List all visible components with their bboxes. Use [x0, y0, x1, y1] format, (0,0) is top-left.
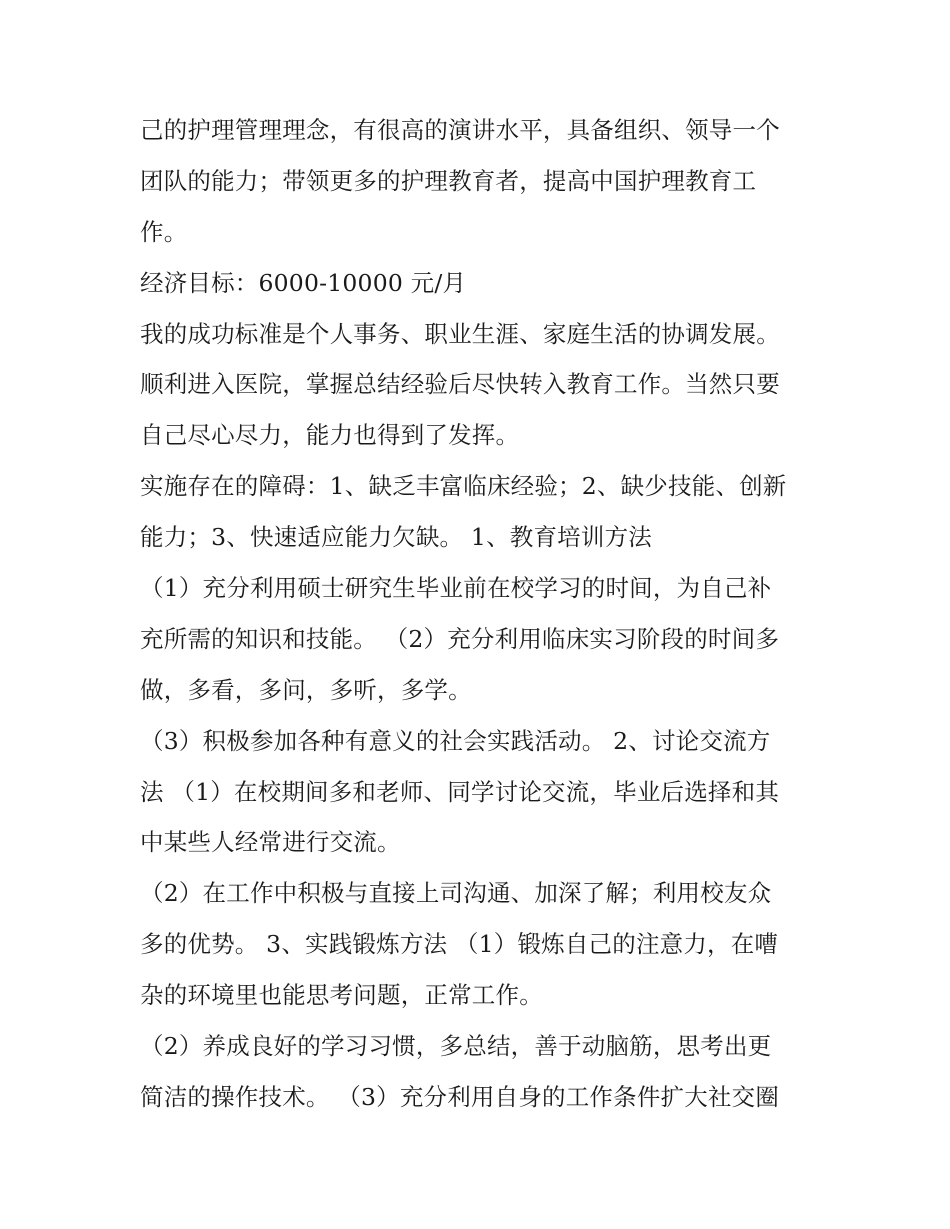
text-line: （2）养成良好的学习习惯，多总结，善于动脑筋，思考出更 [140, 1032, 772, 1061]
text-line: 顺利进入医院，掌握总结经验后尽快转入教育工作。当然只要 [140, 370, 780, 399]
document-body [140, 111, 820, 1129]
text-line: 作。 [140, 217, 188, 246]
text-line: （3）积极参加各种有意义的社会实践活动。 2、讨论交流方 [140, 726, 771, 755]
text-line: 简洁的操作技术。 （3）充分利用自身的工作条件扩大社交圈 [140, 1082, 780, 1111]
text-line: 能力；3、快速适应能力欠缺。 1、教育培训方法 [140, 523, 652, 552]
text-line: （2）在工作中积极与直接上司沟通、加深了解；利用校友众 [140, 879, 772, 908]
text-line: 杂的环境里也能思考问题，正常工作。 [140, 981, 543, 1010]
text-line: 实施存在的障碍：1、缺乏丰富临床经验；2、缺少技能、创新 [140, 472, 787, 501]
text-line: 法 （1）在校期间多和老师、同学讨论交流，毕业后选择和其 [140, 777, 780, 806]
text-line: 多的优势。 3、实践锻炼方法 （1）锻炼自己的注意力，在嘈 [140, 930, 779, 959]
text-line: 我的成功标准是个人事务、职业生涯、家庭生活的协调发展。 [140, 319, 780, 348]
text-line: 经济目标：6000-10000 元/月 [140, 268, 467, 297]
text-line: 团队的能力；带领更多的护理教育者，提高中国护理教育工 [140, 166, 757, 195]
text-line: 中某些人经常进行交流。 [140, 828, 401, 857]
text-line: 己的护理管理理念，有很高的演讲水平，具备组织、领导一个 [140, 116, 780, 144]
text-line: 自己尽心尽力，能力也得到了发挥。 [140, 421, 520, 450]
text-line: 做，多看，多问，多听，多学。 [140, 675, 472, 704]
text-line: （1）充分利用硕士研究生毕业前在校学习的时间，为自己补 [140, 574, 772, 603]
text-line: 充所需的知识和技能。 （2）充分利用临床实习阶段的时间多 [140, 624, 780, 653]
